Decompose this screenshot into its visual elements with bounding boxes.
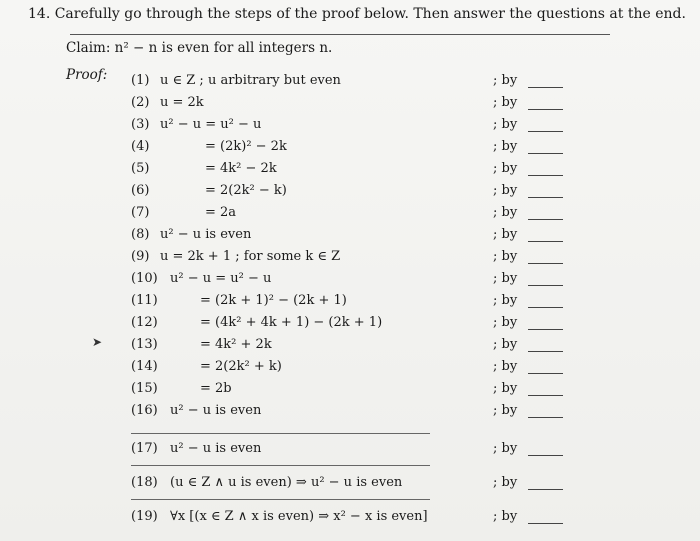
step-statement: u² − u = u² − u — [160, 117, 262, 132]
reason-label: ; by — [493, 337, 518, 352]
separator-line — [131, 499, 430, 500]
proof-step-row — [0, 183, 700, 204]
reason-blank-field[interactable] — [528, 373, 563, 374]
step-number: (11) — [131, 293, 158, 308]
proof-step-row — [0, 139, 700, 160]
step-statement: u² − u is even — [160, 227, 252, 242]
step-number: (5) — [131, 161, 150, 176]
divider — [70, 34, 610, 35]
reason-label: ; by — [493, 403, 518, 418]
reason-label: ; by — [493, 161, 518, 176]
step-statement: = 2(2k² + k) — [200, 359, 282, 374]
reason-label: ; by — [493, 381, 518, 396]
reason-blank-field[interactable] — [528, 131, 563, 132]
step-statement: = 2a — [205, 205, 237, 220]
step-statement: = (2k)² − 2k — [205, 139, 287, 154]
step-number: (9) — [131, 249, 150, 264]
claim-text: Claim: n² − n is even for all integers n. — [66, 40, 333, 56]
step-number: (8) — [131, 227, 150, 242]
step-statement: u² − u is even — [170, 403, 262, 418]
separator-line — [131, 465, 430, 466]
question-text: 14. Carefully go through the steps of the proof below. Then answer the questions at the end. — [28, 6, 686, 22]
step-number: (3) — [131, 117, 150, 132]
reason-blank-field[interactable] — [528, 263, 563, 264]
proof-step-row — [0, 95, 700, 116]
reason-blank-field[interactable] — [528, 241, 563, 242]
proof-step-row — [0, 315, 700, 336]
step-number: (4) — [131, 139, 150, 154]
step-number: (18) — [131, 475, 158, 490]
step-number: (2) — [131, 95, 150, 110]
reason-label: ; by — [493, 117, 518, 132]
proof-step-row — [0, 381, 700, 402]
step-statement: (u ∈ Z ∧ u is even) ⇒ u² − u is even — [170, 475, 403, 490]
step-statement: ∀x [(x ∈ Z ∧ x is even) ⇒ x² − x is even] — [170, 509, 428, 524]
proof-step-row — [0, 509, 700, 530]
step-statement: = 4k² − 2k — [205, 161, 277, 176]
reason-blank-field[interactable] — [528, 351, 563, 352]
step-statement: u² − u is even — [170, 441, 262, 456]
reason-label: ; by — [493, 271, 518, 286]
step-statement: = 4k² + 2k — [200, 337, 272, 352]
step-number: (13) — [131, 337, 158, 352]
reason-blank-field[interactable] — [528, 197, 563, 198]
step-number: (12) — [131, 315, 158, 330]
proof-step-row — [0, 475, 700, 496]
reason-label: ; by — [493, 249, 518, 264]
reason-blank-field[interactable] — [528, 489, 563, 490]
reason-blank-field[interactable] — [528, 307, 563, 308]
separator-line — [131, 433, 430, 434]
step-statement: = 2b — [200, 381, 232, 396]
reason-blank-field[interactable] — [528, 417, 563, 418]
proof-step-row — [0, 249, 700, 270]
reason-label: ; by — [493, 509, 518, 524]
reason-blank-field[interactable] — [528, 285, 563, 286]
step-number: (17) — [131, 441, 158, 456]
step-number: (10) — [131, 271, 158, 286]
proof-step-row — [0, 271, 700, 292]
step-statement: u = 2k + 1 ; for some k ∈ Z — [160, 249, 341, 264]
reason-label: ; by — [493, 73, 518, 88]
proof-step-row — [0, 227, 700, 248]
proof-step-row — [0, 205, 700, 226]
reason-label: ; by — [493, 293, 518, 308]
reason-label: ; by — [493, 227, 518, 242]
step-number: (1) — [131, 73, 150, 88]
proof-step-row — [0, 293, 700, 314]
reason-blank-field[interactable] — [528, 153, 563, 154]
reason-label: ; by — [493, 183, 518, 198]
proof-step-row — [0, 337, 700, 358]
reason-blank-field[interactable] — [528, 395, 563, 396]
proof-step-row — [0, 441, 700, 462]
step-statement: u ∈ Z ; u arbitrary but even — [160, 73, 341, 88]
proof-step-row — [0, 359, 700, 380]
step-statement: = (4k² + 4k + 1) − (2k + 1) — [200, 315, 383, 330]
reason-label: ; by — [493, 95, 518, 110]
reason-blank-field[interactable] — [528, 87, 563, 88]
reason-blank-field[interactable] — [528, 329, 563, 330]
step-statement: = (2k + 1)² − (2k + 1) — [200, 293, 347, 308]
step-number: (15) — [131, 381, 158, 396]
step-number: (19) — [131, 509, 158, 524]
step-statement: = 2(2k² − k) — [205, 183, 287, 198]
proof-step-row — [0, 117, 700, 138]
reason-label: ; by — [493, 139, 518, 154]
step-number: (14) — [131, 359, 158, 374]
step-number: (6) — [131, 183, 150, 198]
reason-blank-field[interactable] — [528, 219, 563, 220]
proof-step-row — [0, 73, 700, 94]
reason-label: ; by — [493, 475, 518, 490]
reason-label: ; by — [493, 315, 518, 330]
proof-label: Proof: — [66, 67, 108, 83]
cursor-arrow-icon: ➤ — [92, 335, 103, 349]
reason-label: ; by — [493, 441, 518, 456]
reason-blank-field[interactable] — [528, 455, 563, 456]
step-statement: u² − u = u² − u — [170, 271, 272, 286]
reason-label: ; by — [493, 359, 518, 374]
reason-label: ; by — [493, 205, 518, 220]
proof-step-row — [0, 403, 700, 424]
reason-blank-field[interactable] — [528, 523, 563, 524]
reason-blank-field[interactable] — [528, 109, 563, 110]
step-number: (16) — [131, 403, 158, 418]
step-statement: u = 2k — [160, 95, 204, 110]
step-number: (7) — [131, 205, 150, 220]
proof-step-row — [0, 161, 700, 182]
reason-blank-field[interactable] — [528, 175, 563, 176]
